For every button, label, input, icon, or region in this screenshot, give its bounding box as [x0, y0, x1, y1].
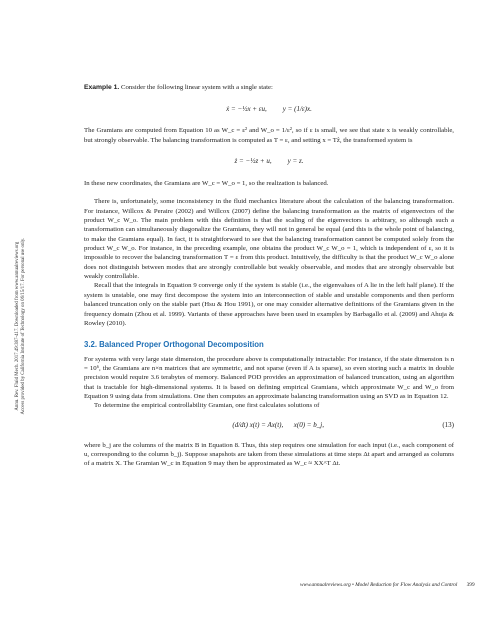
body-paragraph-1: There is, unfortunately, some inconsistency in the fluid mechanics literature about the calculation of the balancing transformation. For instance, Willcox & Peraire (2002) and Willcox (2007) define the balancing transformation as the matrix of eigenvectors of the product W_c W_o. The main problem with this definition is that the scaling of the eigenvectors is arbitrary, so although such a transformation can simultaneously diagonalize the Gramians, they will not in general be equal (and this is the whole point of balancing, to make the Gramians equal). In fact, it is straightforward to see that the balancing transformation cannot be computed solely from the product W_c W_o. For instance, in the preceding example, one obtains the product W_c W_o = 1, which is independent of ε, so it is impossible to recover the balancing transformation T = ε from this product. Intuitively, the difficulty is that the product W_c W_o alone does not distinguish between modes that are strongly controllable but weakly observable, and modes that are strongly observable but weakly controllable.	[84, 198, 454, 281]
download-notice-sidebar	[10, 206, 32, 446]
equation-transformed-output: y = z.	[287, 157, 304, 166]
equation-output: y = (1/ε)x.	[282, 104, 312, 113]
page-footer	[300, 582, 475, 588]
body-paragraph-2: Recall that the integrals in Equation 9 converge only if the system is stable (i.e., the eigenvalues of A lie in the left half plane). If the system is unstable, one may first decompose the system into an interconnection of stable and unstable components and then perform balanced truncation only on the stable part (Hsu & Hou 1991), or one may consider alternative definitions of the Gramians given in the frequency domain (Zhou et al. 1999). Variants of these approaches have been used in examples by Barbagallo et al. (2009) and Ahuja & Rowley (2010).	[84, 282, 454, 327]
equation-13-initial: x(0) = b_j,	[293, 420, 324, 429]
example-intro	[84, 83, 454, 92]
section-paragraph-3: where b_j are the columns of the matrix B in Equation 8. Thus, this step requires one simulation for each input (i.e., each component of u, corresponding to the column b_j). Suppose snapshots are taken from these simulations at time steps Δt apart and arranged as columns of a matrix X. The Gramian W_c in Equation 9 may then be approximated as W_c ≈ XX^T Δt.	[84, 441, 454, 468]
example-intro-text: Consider the following linear system with a single state:	[120, 84, 273, 91]
example-paragraph-2: In these new coordinates, the Gramians are W_c = W_o = 1, so the realization is balanced.	[84, 180, 329, 188]
page-number: 399	[466, 582, 475, 588]
footer-running-title: www.annualreviews.org • Model Reduction for Flow Analysis and Control	[300, 582, 458, 588]
section-paragraph-1: For systems with very large state dimension, the procedure above is computationally intractable: For instance, if the state dimension is n = 10⁶, the Gramians are n×n matrices that are symmetric, and not sparse (even if A is sparse), so even storing such a matrix in double precision would require 3.6 terabytes of memory. Balanced POD provides an approximation of balanced truncation, using an algorithm that is tractable for high-dimensional systems. It is based on defining empirical Gramians, which approximate W_c and W_o from Equation 9 using data from simulations. One then computes an approximate balancing transformation using an SVD as in Equation 12.	[84, 355, 454, 400]
section-heading: 3.2. Balanced Proper Orthogonal Decomposition	[84, 340, 264, 350]
equation-13-lhs: (d/dt) x(t) = Ax(t),	[232, 420, 284, 429]
equation-number: (13)	[442, 420, 454, 429]
equation-transformed-state: ż = −½z + u,	[234, 157, 272, 166]
article-body	[84, 83, 454, 469]
example-paragraph-1: The Gramians are computed from Equation 10 as W_c = ε² and W_o = 1/ε², so if ε is small, we see that state x is weakly controllable, but strongly observable. The balancing transformation is computed as T = ε, and setting x = Tẑ, the transformed system is	[84, 127, 454, 144]
equation-example-system	[84, 98, 454, 120]
example-title: Example 1.	[84, 84, 120, 91]
equation-transformed-system	[84, 151, 454, 173]
equation-13	[84, 417, 454, 435]
section-paragraph-2: To determine the empirical controllability Gramian, one first calculates solutions of	[94, 402, 320, 410]
equation-state: ẋ = −½x + εu,	[226, 104, 267, 113]
download-notice-line-2: Access provided by California Institute of Technology on 06/15/17. For personal use only.	[21, 237, 27, 415]
download-notice-line-1: Annu. Rev. Fluid Mech. 2017.49:387-417. Downloaded from www.annualreviews.org	[14, 241, 20, 411]
